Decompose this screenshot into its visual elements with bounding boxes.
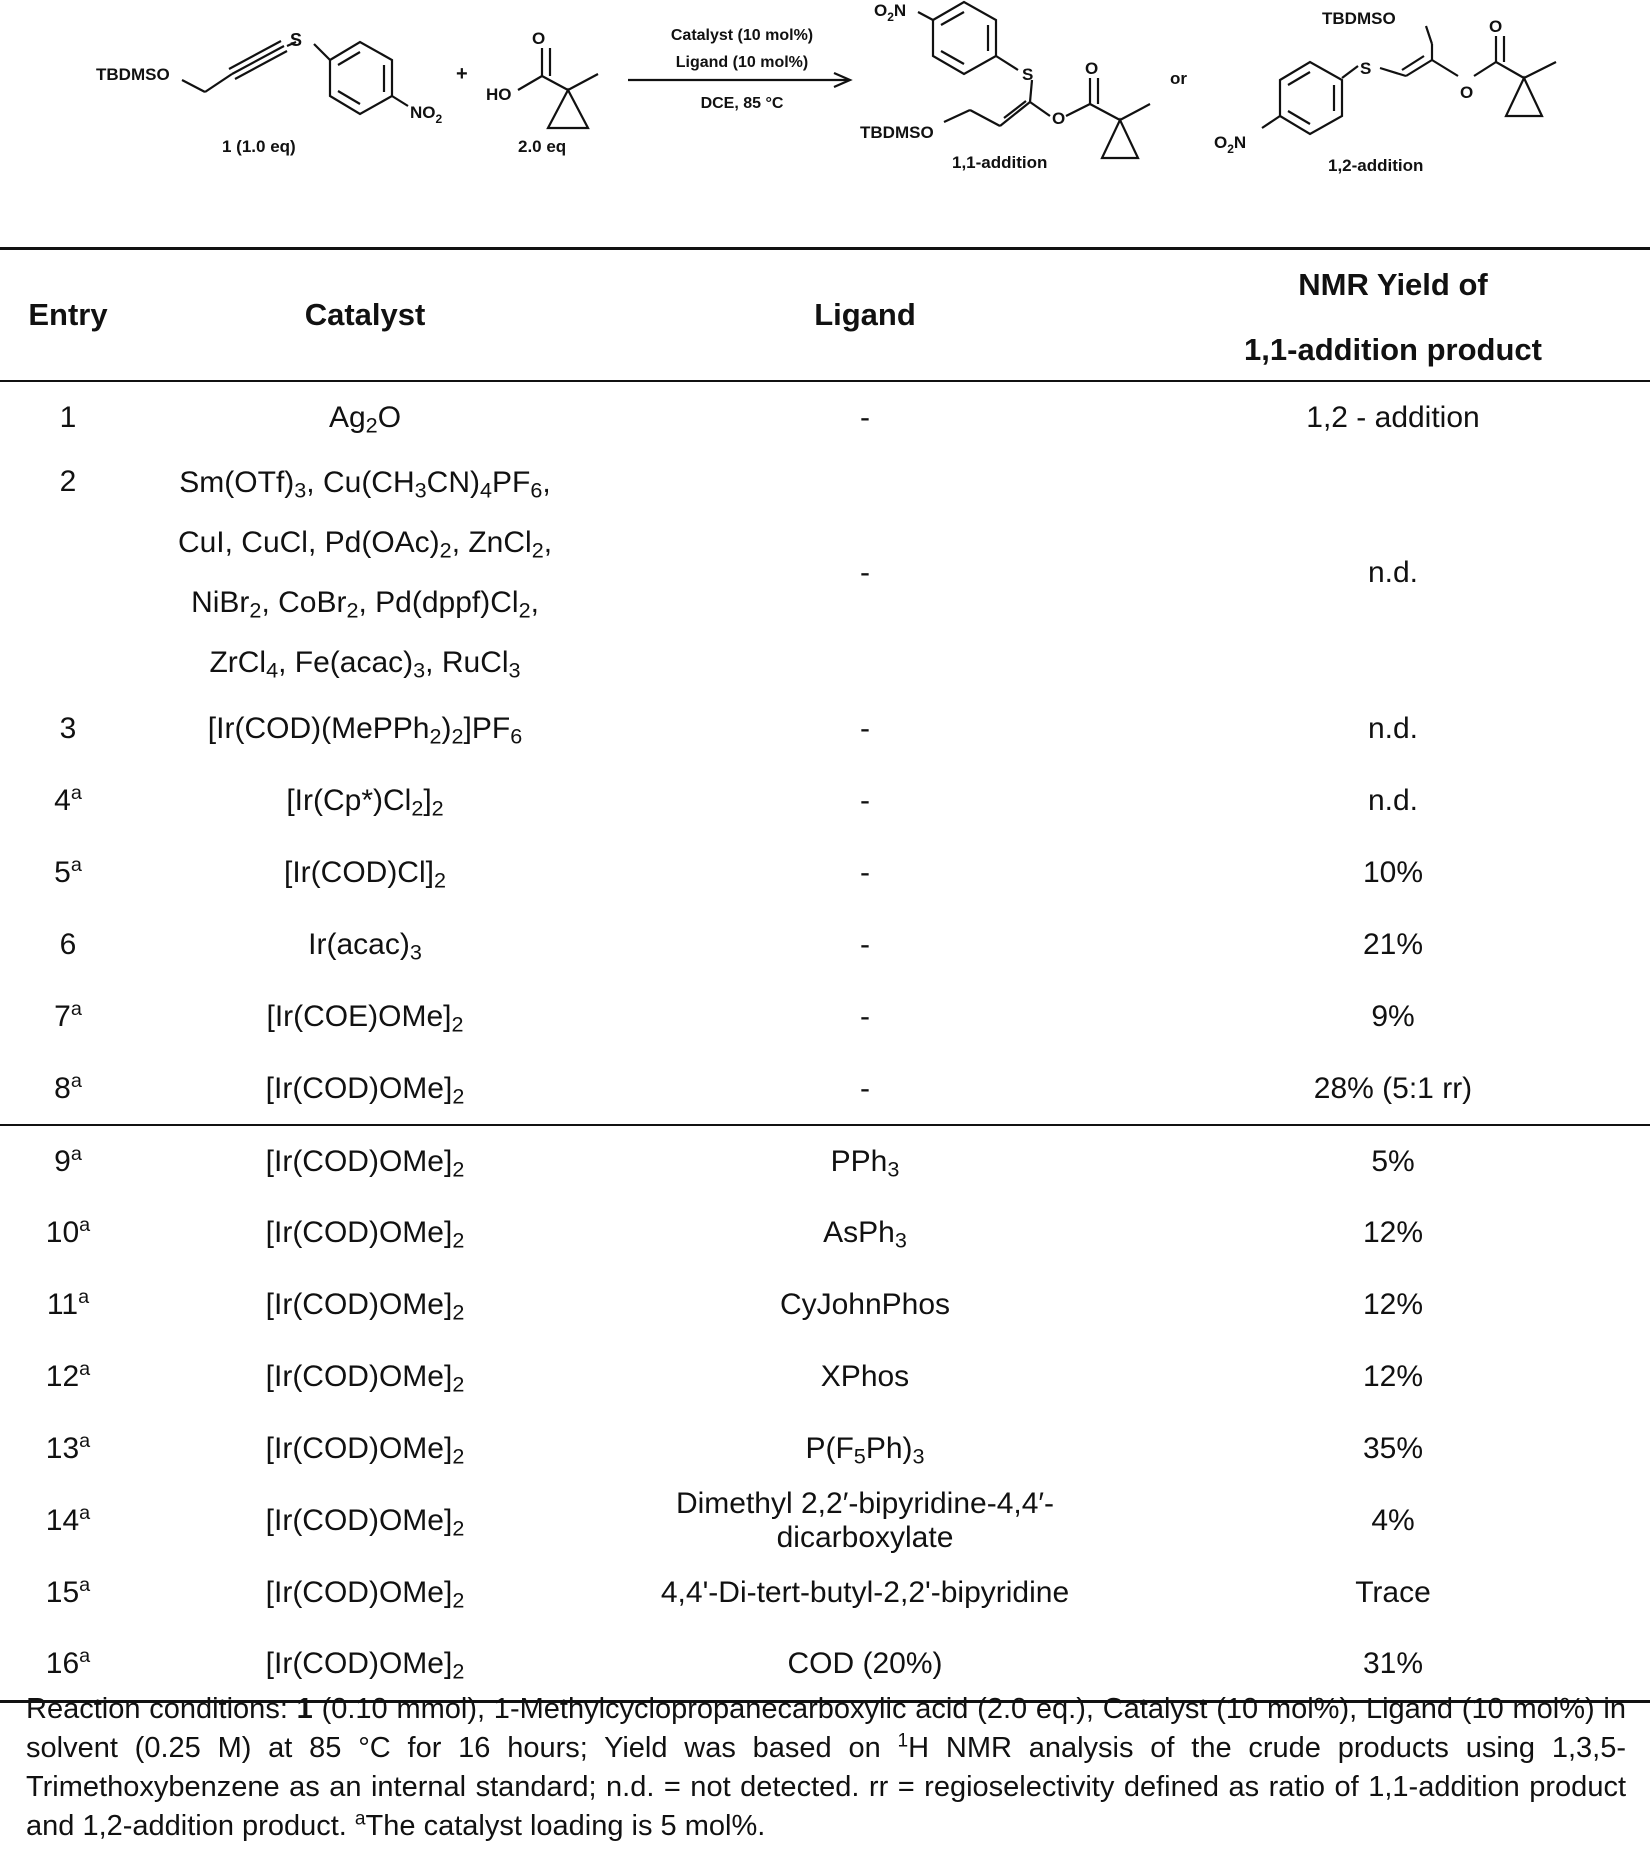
product12-ester-o: O xyxy=(1460,83,1474,102)
cell-ligand: - xyxy=(860,400,870,434)
cell-entry: 2 xyxy=(59,465,77,498)
cell-yield: 1,2 - addition xyxy=(1306,400,1480,434)
cell-entry: 11$^a$ xyxy=(46,1286,90,1321)
table-row xyxy=(0,1413,1650,1485)
cell-catalyst: $Ir(acac)_3$ xyxy=(308,928,422,965)
product11-s: S xyxy=(1022,65,1034,84)
table-row xyxy=(0,1341,1650,1413)
conditions-ligand: Ligand (10 mol%) xyxy=(675,54,809,71)
header-yield-line2: 1,1-addition product xyxy=(1244,332,1542,367)
cell-yield: 10% xyxy=(1362,856,1424,889)
cell-ligand: - xyxy=(860,784,870,817)
cell-entry: 13$^a$ xyxy=(45,1430,91,1465)
cell-catalyst: $[Ir(COD)OMe]_2$ xyxy=(265,1576,465,1613)
reaction-scheme xyxy=(0,0,1650,240)
conditions-catalyst: Catalyst (10 mol%) xyxy=(670,27,814,44)
cell-catalyst: $[Ir(COD)OMe]_2$ xyxy=(265,1071,465,1108)
cell-ligand: - xyxy=(860,928,870,961)
cell-yield: 9% xyxy=(1371,1000,1415,1033)
table-body xyxy=(0,381,1650,1701)
product11-o2n: $O_2N$ xyxy=(874,1,907,24)
conditions-solvent-temp: DCE, 85 °C xyxy=(700,95,784,112)
header-yield-line1: NMR Yield of xyxy=(1298,267,1488,302)
cell-catalyst: $[Ir(COD)(MePPh_2)_2]PF_6$ xyxy=(207,712,523,749)
product-11-label: 1,1-addition xyxy=(952,153,1048,172)
cell-ligand: - xyxy=(860,712,870,745)
cell-entry: 7$^a$ xyxy=(54,998,82,1033)
table-row xyxy=(0,1197,1650,1269)
cell-ligand: 4,4'-Di-tert-butyl-2,2'-bipyridine xyxy=(660,1576,1070,1609)
table-row xyxy=(0,381,1650,453)
cell-ligand: - xyxy=(860,856,870,889)
cell-yield: 31% xyxy=(1362,1647,1424,1681)
cell-yield: 5% xyxy=(1371,1144,1415,1178)
header-yield xyxy=(1136,249,1650,382)
cell-ligand: AsPh$_3$ xyxy=(823,1216,907,1253)
table-footnote xyxy=(26,1690,1626,1846)
table-row xyxy=(0,1125,1650,1197)
cell-catalyst: $[Ir(COE)OMe]_2$ xyxy=(266,1000,464,1037)
acid-ho: HO xyxy=(486,85,512,104)
reactant-s: S xyxy=(290,30,303,50)
cell-yield: 12% xyxy=(1362,1360,1424,1393)
product11-tbdms: TBDMSO xyxy=(860,123,934,142)
cell-yield: 12% xyxy=(1362,1288,1424,1321)
cell-ligand: CyJohnPhos xyxy=(779,1288,951,1321)
product12-carbonyl-o: O xyxy=(1489,17,1503,36)
cell-ligand: - xyxy=(860,1071,870,1105)
product11-ester-o: O xyxy=(1052,109,1066,128)
product12-tbdms: TBDMSO xyxy=(1322,9,1396,28)
product-12-label: 1,2-addition xyxy=(1328,156,1424,175)
cell-ligand: PPh$_3$ xyxy=(830,1144,900,1181)
cell-yield: 12% xyxy=(1362,1216,1424,1249)
table-row xyxy=(0,1053,1650,1125)
cell-catalyst: $[Ir(COD)OMe]_2$ xyxy=(265,1504,465,1541)
header-entry: Entry xyxy=(28,297,108,332)
reactant-no2: $NO_2$ xyxy=(410,103,443,126)
or-label: or xyxy=(1170,69,1187,88)
product12-o2n: $O_2N$ xyxy=(1214,133,1247,156)
cell-yield: 21% xyxy=(1362,928,1424,961)
cell-yield: n.d. xyxy=(1367,784,1419,817)
cell-entry: 10$^a$ xyxy=(45,1214,91,1249)
acid-eq-label: 2.0 eq xyxy=(518,137,567,156)
cell-entry: 3 xyxy=(59,712,77,745)
cell-catalyst: $[Ir(COD)OMe]_2$ xyxy=(265,1216,465,1253)
cell-catalyst: $[Ir(COD)OMe]_2$ xyxy=(265,1360,465,1397)
cell-yield: 35% xyxy=(1362,1432,1424,1465)
cell-entry: 14$^a$ xyxy=(45,1502,91,1537)
cell-entry: 6 xyxy=(59,928,77,961)
table-row xyxy=(0,837,1650,909)
footnote-text: Reaction conditions: 1 (0.10 mmol), 1-Methylcyclopropanecarboxylic acid (2.0 eq.), Catalyst (10 mol%), Ligand (10 mol%) in solvent (0.25 M) at 85 °C for 16 hours; Yield was based on $^1$H NMR analysis of the crude products using 1,3,5-Trimethoxybenzene as an internal standard; n.d. = not detected. rr = regioselectivity defined as ratio of 1,1-addition product and 1,2-addition product. $^a$The catalyst loading is 5 mol%. xyxy=(26,1693,1627,1842)
cell-catalyst: $Ag_2O$ xyxy=(328,400,402,437)
header-catalyst: Catalyst xyxy=(304,297,426,332)
product12-s: S xyxy=(1360,59,1372,78)
cell-yield: 28% (5:1 rr) xyxy=(1313,1071,1473,1105)
cell-yield: 4% xyxy=(1371,1504,1415,1537)
cell-yield: Trace xyxy=(1355,1576,1431,1609)
cell-entry: 15$^a$ xyxy=(45,1574,91,1609)
cell-ligand: XPhos xyxy=(820,1360,910,1393)
reactant-tbdms: TBDMSO xyxy=(96,65,170,84)
cell-catalyst: $[Ir(COD)OMe]_2$ xyxy=(265,1288,465,1325)
cell-ligand: $P(F_5Ph)_3$ xyxy=(805,1432,925,1469)
cell-entry: 5$^a$ xyxy=(54,854,82,889)
cell-entry: 8$^a$ xyxy=(54,1069,82,1105)
acid-o: O xyxy=(532,29,546,48)
cell-catalyst: $[Ir(COD)OMe]_2$ xyxy=(265,1647,465,1684)
cell-ligand: - xyxy=(860,556,870,589)
table-row xyxy=(0,765,1650,837)
cell-yield: n.d. xyxy=(1367,712,1419,745)
table-row xyxy=(0,1269,1650,1341)
table-row xyxy=(0,693,1650,765)
table-row xyxy=(0,981,1650,1053)
cell-entry: 12$^a$ xyxy=(45,1358,91,1393)
product11-carbonyl-o: O xyxy=(1085,59,1099,78)
cell-ligand: - xyxy=(860,1000,870,1033)
cell-catalyst: $[Ir(COD)OMe]_2$ xyxy=(265,1144,465,1181)
table-row xyxy=(0,909,1650,981)
cell-catalyst: $[Ir(COD)OMe]_2$ xyxy=(265,1432,465,1469)
reactant-1-label: 1 (1.0 eq) xyxy=(222,137,296,156)
cell-entry: 1 xyxy=(59,400,77,434)
optimization-table xyxy=(0,247,1650,1703)
cell-catalyst: $[Ir(COD)Cl]_2$ xyxy=(284,856,446,893)
cell-catalyst: $[Ir(Cp*)Cl_2]_2$ xyxy=(286,784,444,821)
cell-yield: n.d. xyxy=(1367,556,1419,589)
cell-entry: 4$^a$ xyxy=(54,782,82,817)
cell-entry: 9$^a$ xyxy=(54,1142,82,1178)
cell-entry: 16$^a$ xyxy=(45,1645,91,1681)
table-row xyxy=(0,453,1650,693)
cell-catalyst: $Sm(OTf)_3$, $Cu(CH_3CN)_4PF_6$, CuI, CuCl, $Pd(OAc)_2$, ZnCl$_2$, NiBr$_2$, CoBr$_2$, $Pd(dppf)Cl_2$, ZrCl$_4$, $Fe(acac)_3$, RuCl$_3$ xyxy=(177,466,553,683)
header-ligand: Ligand xyxy=(814,297,916,332)
cell-ligand: COD (20%) xyxy=(787,1647,943,1681)
table-row xyxy=(0,1557,1650,1629)
table-row xyxy=(0,1485,1650,1557)
plus-sign: + xyxy=(456,63,468,85)
cell-ligand: Dimethyl 2,2′-bipyridine-4,4′-dicarboxylate xyxy=(675,1487,1055,1554)
